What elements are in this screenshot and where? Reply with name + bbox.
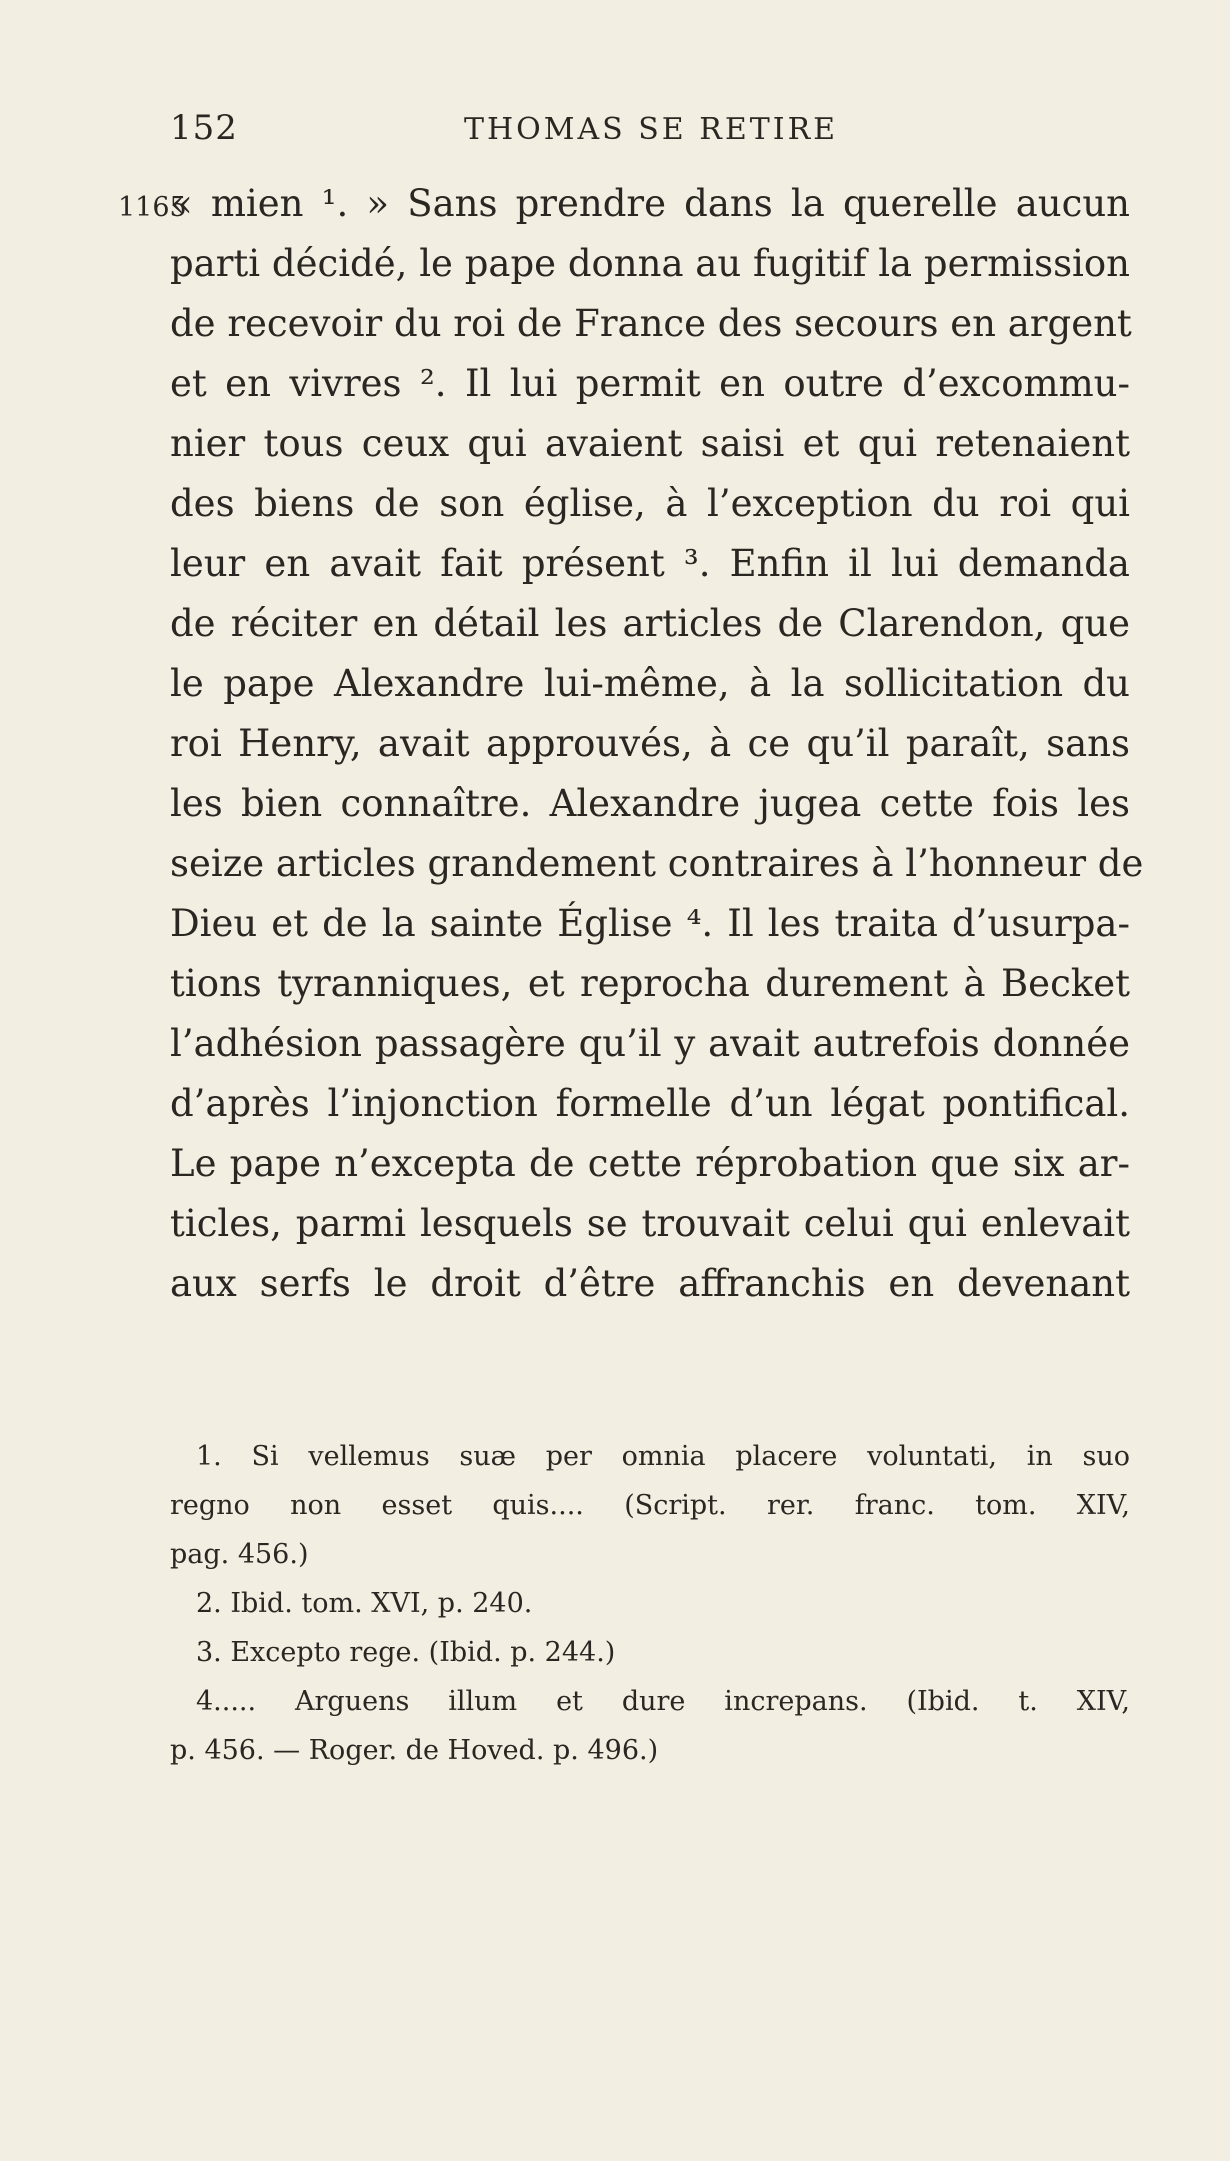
text-line: de recevoir du roi de France des secours en argent bbox=[170, 302, 1132, 345]
footnote-2: 2. Ibid. tom. XVI, p. 240. bbox=[196, 1588, 533, 1619]
text-line: des biens de son église, à l’exception du roi qui bbox=[170, 482, 1130, 525]
text-line: les bien connaître. Alexandre jugea cette fois les bbox=[170, 782, 1130, 825]
footnote-1: 1. Si vellemus suæ per omnia placere voluntati, in suo bbox=[196, 1441, 1130, 1472]
page-number: 152 bbox=[170, 108, 238, 148]
text-line: de réciter en détail les articles de Clarendon, que bbox=[170, 602, 1130, 645]
footnotes bbox=[170, 1432, 1130, 1775]
text-line: aux serfs le droit d’être affranchis en devenant bbox=[170, 1262, 1130, 1305]
text-line: seize articles grandement contraires à l’honneur de bbox=[170, 842, 1144, 885]
text-line: Dieu et de la sainte Église ⁴. Il les traita d’usurpa- bbox=[170, 902, 1130, 945]
text-line: nier tous ceux qui avaient saisi et qui retenaient bbox=[170, 422, 1130, 465]
page-header bbox=[0, 108, 1230, 148]
text-line: Le pape n’excepta de cette réprobation que six ar- bbox=[170, 1142, 1130, 1185]
text-line: d’après l’injonction formelle d’un légat pontifical. bbox=[170, 1082, 1130, 1125]
footnote-4: 4..... Arguens illum et dure increpans. (Ibid. t. XIV, bbox=[196, 1686, 1130, 1717]
running-title: THOMAS SE RETIRE bbox=[464, 112, 839, 147]
text-line: roi Henry, avait approuvés, à ce qu’il paraît, sans bbox=[170, 722, 1130, 765]
text-line: et en vivres ². Il lui permit en outre d’excommu- bbox=[170, 362, 1130, 405]
text-line: leur en avait fait présent ³. Enfin il lui demanda bbox=[170, 542, 1130, 585]
text-line: ticles, parmi lesquels se trouvait celui qui enlevait bbox=[170, 1202, 1130, 1245]
text-line: tions tyranniques, et reprocha durement à Becket bbox=[170, 962, 1130, 1005]
margin-year: 1165 bbox=[118, 192, 187, 223]
footnote-3: 3. Excepto rege. (Ibid. p. 244.) bbox=[196, 1637, 616, 1668]
text-line: l’adhésion passagère qu’il y avait autrefois donnée bbox=[170, 1022, 1130, 1065]
footnote-4-end: p. 456. — Roger. de Hoved. p. 496.) bbox=[170, 1735, 659, 1766]
text-line: le pape Alexandre lui-même, à la sollicitation du bbox=[170, 662, 1130, 705]
footnote-1-end: pag. 456.) bbox=[170, 1539, 309, 1570]
body-text bbox=[170, 174, 1144, 1314]
text-line: parti décidé, le pape donna au fugitif la permission bbox=[170, 242, 1130, 285]
text-line: « mien ¹. » Sans prendre dans la querelle aucun bbox=[170, 182, 1130, 225]
footnote-1-cont: regno non esset quis.... (Script. rer. franc. tom. XIV, bbox=[170, 1490, 1130, 1521]
